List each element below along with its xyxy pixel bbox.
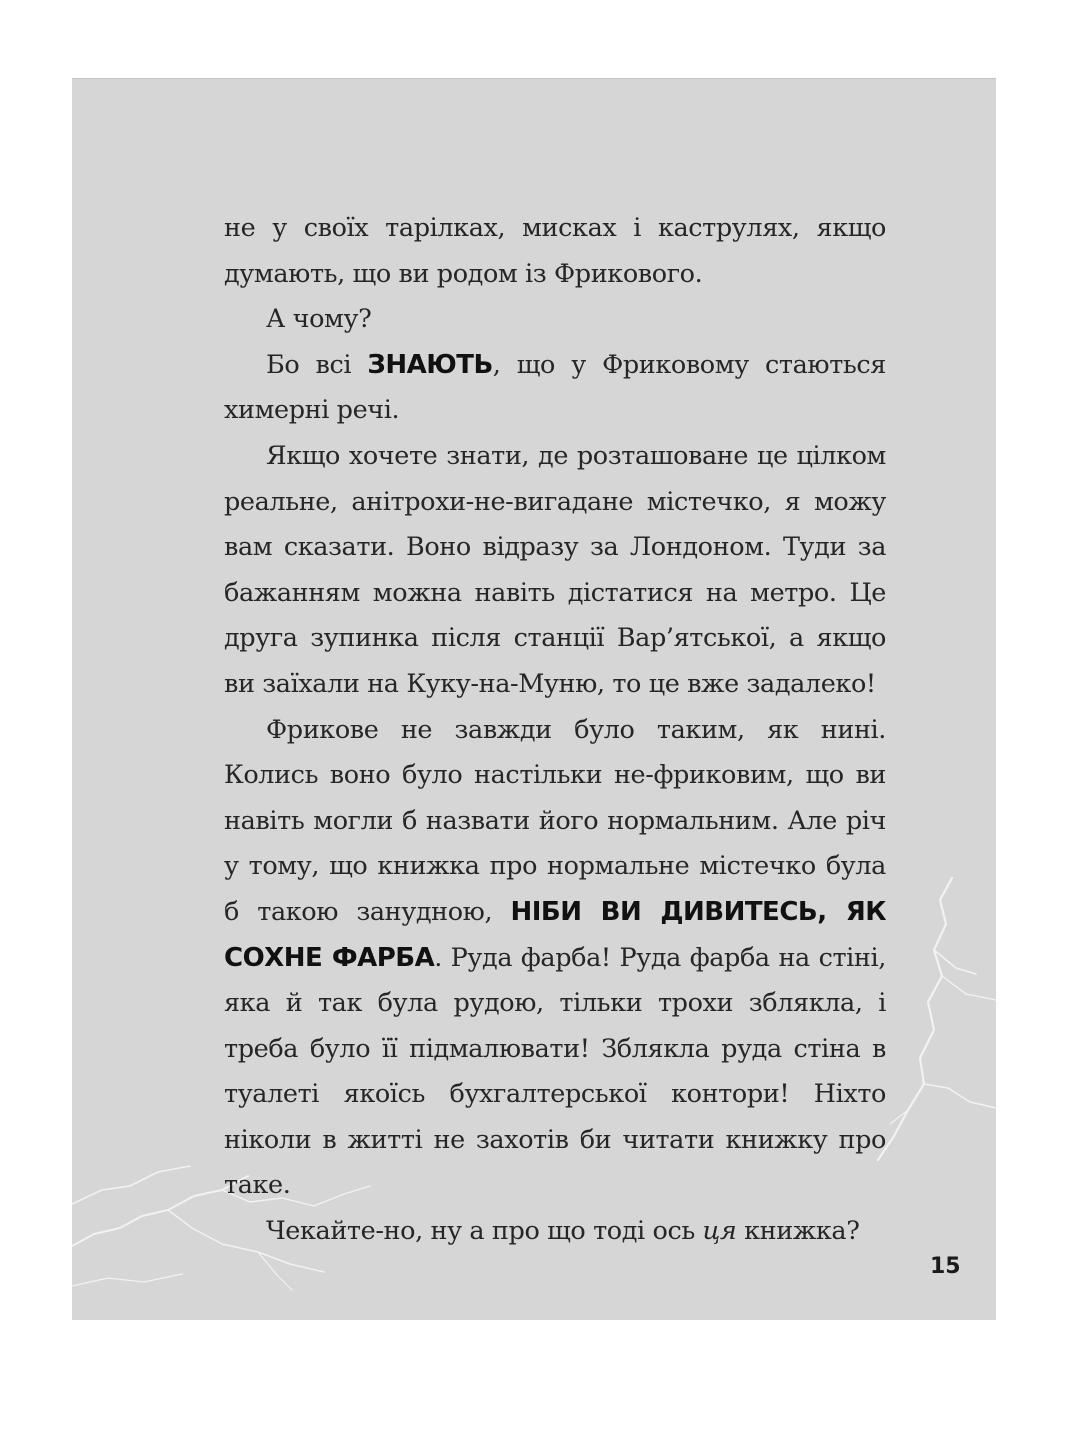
paragraph [224,343,886,434]
crack-line [72,1274,182,1286]
paragraph [224,206,886,297]
paragraph-text: . Руда фарба! Руда фарба на стіні, яка й так була рудою, тільки трохи зблякла, і треба було її підмалювати! Зблякла руда стіна в туалеті якоїсь бухгалтерської контори! Ніхто ніколи в житті не захотів би читати книжку про таке. [224,942,886,1201]
crack-line [924,1084,996,1108]
italic-text: ця [702,1216,737,1247]
paragraph-text: Бо всі [266,349,368,380]
book-page [72,78,996,1320]
paragraph-text: книжка? [736,1216,860,1247]
emphasis-display-text: ЗНАЮТЬ [367,349,493,380]
crack-line [878,878,952,1160]
crack-line [72,1166,190,1204]
paragraph-text: Чекайте-но, ну а про що тоді ось [266,1216,703,1247]
page-number: 15 [930,1254,961,1279]
paragraph-text: , що у Фриковому стаються химерні речі. [224,349,886,426]
paragraph [224,434,886,708]
emphasis-display-text: НІБИ ВИ ДИВИТЕСЬ, ЯК СОХНЕ ФАРБА [224,896,886,973]
paragraph [224,297,886,343]
crack-line [942,976,996,1000]
paragraph [224,1209,886,1255]
paragraph-text: А чому? [266,304,372,335]
paragraph-text: Фрикове не завжди було таким, як нині. Колись воно було настільки не-фриковим, що ви навіть могли б назвати його нормальним. Але річ у тому, що книжка про нормальне містечко була б такою занудною, [224,714,886,927]
body-text [224,206,886,1255]
paragraph-text: не у своїх тарілках, мисках і каструлях, якщо думають, що ви родом із Фрикового. [224,213,886,289]
paragraph [224,708,886,1210]
paragraph-text: Якщо хочете знати, де розташоване це цілком реальне, анітрохи-не-вигадане містечко, я можу вам сказати. Воно відразу за Лондоном. Туди за бажанням можна навіть дістатися на метро. Це друга зупинка після станції Вар’ятської, а якщо ви заїхали на Куку-на-Муню, то це вже задалеко! [224,440,886,699]
crack-line [72,1176,248,1246]
